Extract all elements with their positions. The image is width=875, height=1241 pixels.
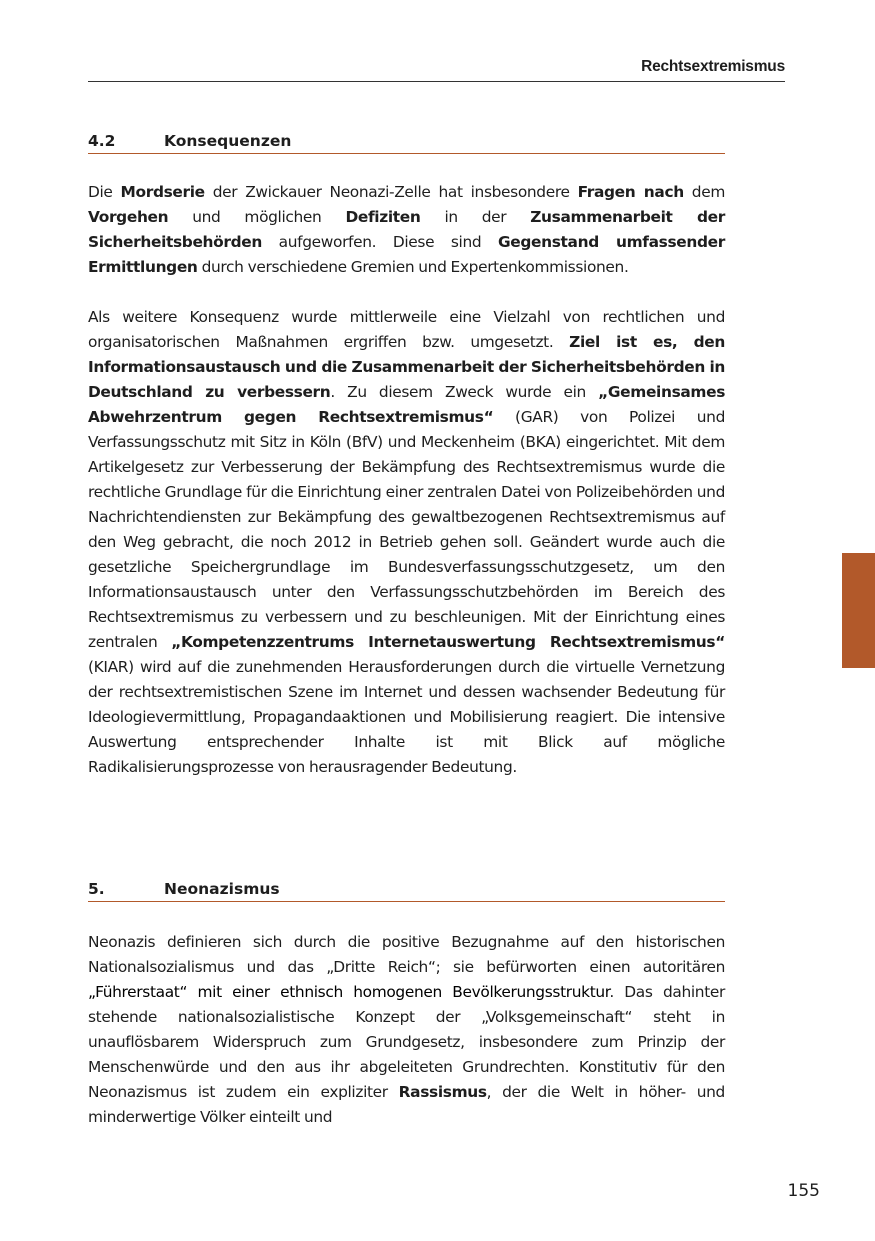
section-number: 4.2 <box>88 132 116 150</box>
paragraph-4-2-1 <box>88 180 725 280</box>
emphasis-text: Rassismus <box>398 1083 487 1101</box>
emphasis-text: Ziel ist es, den Informationsaustausch und die Zusammenarbeit der Sicherheitsbehörden in Deutschland zu verbessern <box>88 333 725 401</box>
emphasis-text: Fragen nach <box>577 183 684 201</box>
emphasis-text: Gegenstand umfassender Ermittlungen <box>88 233 725 276</box>
emphasis-text: Defiziten <box>345 208 421 226</box>
body-text: , der die Welt in höher- und minderwertige Völker einteilt und <box>88 1083 725 1126</box>
section-heading-5 <box>88 880 725 902</box>
body-text: Neonazis definieren sich durch die positive Bezugnahme auf den historischen Nationalsozialismus und das „Dritte Reich“; sie befürworten einen autoritären <box>88 933 725 976</box>
body-text: . Zu diesem Zweck wurde ein <box>330 383 599 401</box>
body-text: (KIAR) wird auf die zunehmenden Herausforderungen durch die virtuelle Vernetzung der rechtsextremistischen Szene im Internet und dessen wachsender Bedeutung für Ideologievermittlung, Propagandaaktionen und Mobilisierung reagiert. Die intensive Auswertung entsprechender Inhalte ist mit Blick auf mögliche Radikalisierungsprozesse von herausragender Bedeutung. <box>88 658 725 776</box>
emphasis-text: „Gemeinsames Abwehrzentrum gegen Rechtsextremismus“ <box>88 383 726 426</box>
highlighted-text: „Führerstaat“ mit einer ethnisch homogenen Bevölkerungsstruktur <box>88 983 610 1001</box>
body-text: aufgeworfen. Diese sind <box>262 233 498 251</box>
section-heading-4-2 <box>88 132 725 154</box>
body-text: Als weitere Konsequenz wurde mittlerweile eine Vielzahl von rechtlichen und organisatorischen Maßnahmen ergriffen bzw. umgesetzt. <box>88 308 725 351</box>
body-text: der Zwickauer Neonazi-Zelle hat insbesondere <box>204 183 578 201</box>
section-title: Konsequenzen <box>164 132 292 150</box>
emphasis-text: Mordserie <box>120 183 205 201</box>
body-text: dem <box>683 183 725 201</box>
body-text: und möglichen <box>168 208 346 226</box>
body-text: durch verschiedene Gremien und Expertenkommissionen. <box>197 258 629 276</box>
body-text: . Das dahinter stehende nationalsozialistische Konzept der „Volksgemeinschaft“ steht in unauflösbarem Widerspruch zum Grundgesetz, insbesondere zum Prinzip der Menschenwürde und den aus ihr abgeleiteten Grundrechten. Konstitutiv für den Neonazismus ist zudem ein expliziter <box>88 983 725 1101</box>
emphasis-text: Zusammenarbeit der Sicherheitsbehörden <box>88 208 725 251</box>
paragraph-5-1 <box>88 930 725 1130</box>
emphasis-text: „Kompetenzzentrums Internetauswertung Rechtsextremismus“ <box>171 633 725 651</box>
body-text: in der <box>420 208 531 226</box>
paragraph-4-2-2 <box>88 305 725 780</box>
chapter-side-tab <box>842 553 875 668</box>
running-header: Rechtsextremismus <box>88 58 785 82</box>
emphasis-text: Vorgehen <box>88 208 169 226</box>
section-number: 5. <box>88 880 105 898</box>
page-number: 155 <box>787 1181 820 1201</box>
body-text: Die <box>88 183 121 201</box>
section-title: Neonazismus <box>164 880 280 898</box>
body-text: (GAR) von Polizei und Verfassungsschutz mit Sitz in Köln (BfV) und Meckenheim (BKA) eingerichtet. Mit dem Artikelgesetz zur Verbesserung der Bekämpfung des Rechtsextremismus wurde die rechtliche Grundlage für die Einrichtung einer zentralen Datei von Polizeibehörden und Nachrichtendiensten zur Bekämpfung des gewaltbezogenen Rechtsextremismus auf den Weg gebracht, die noch 2012 in Betrieb gehen soll. Geändert wurde auch die gesetzliche Speichergrundlage im Bundesverfassungsschutzgesetz, um den Informationsaustausch unter den Verfassungsschutzbehörden im Bereich des Rechtsextremismus zu verbessern und zu beschleunigen. Mit der Einrichtung eines zentralen <box>88 408 725 651</box>
